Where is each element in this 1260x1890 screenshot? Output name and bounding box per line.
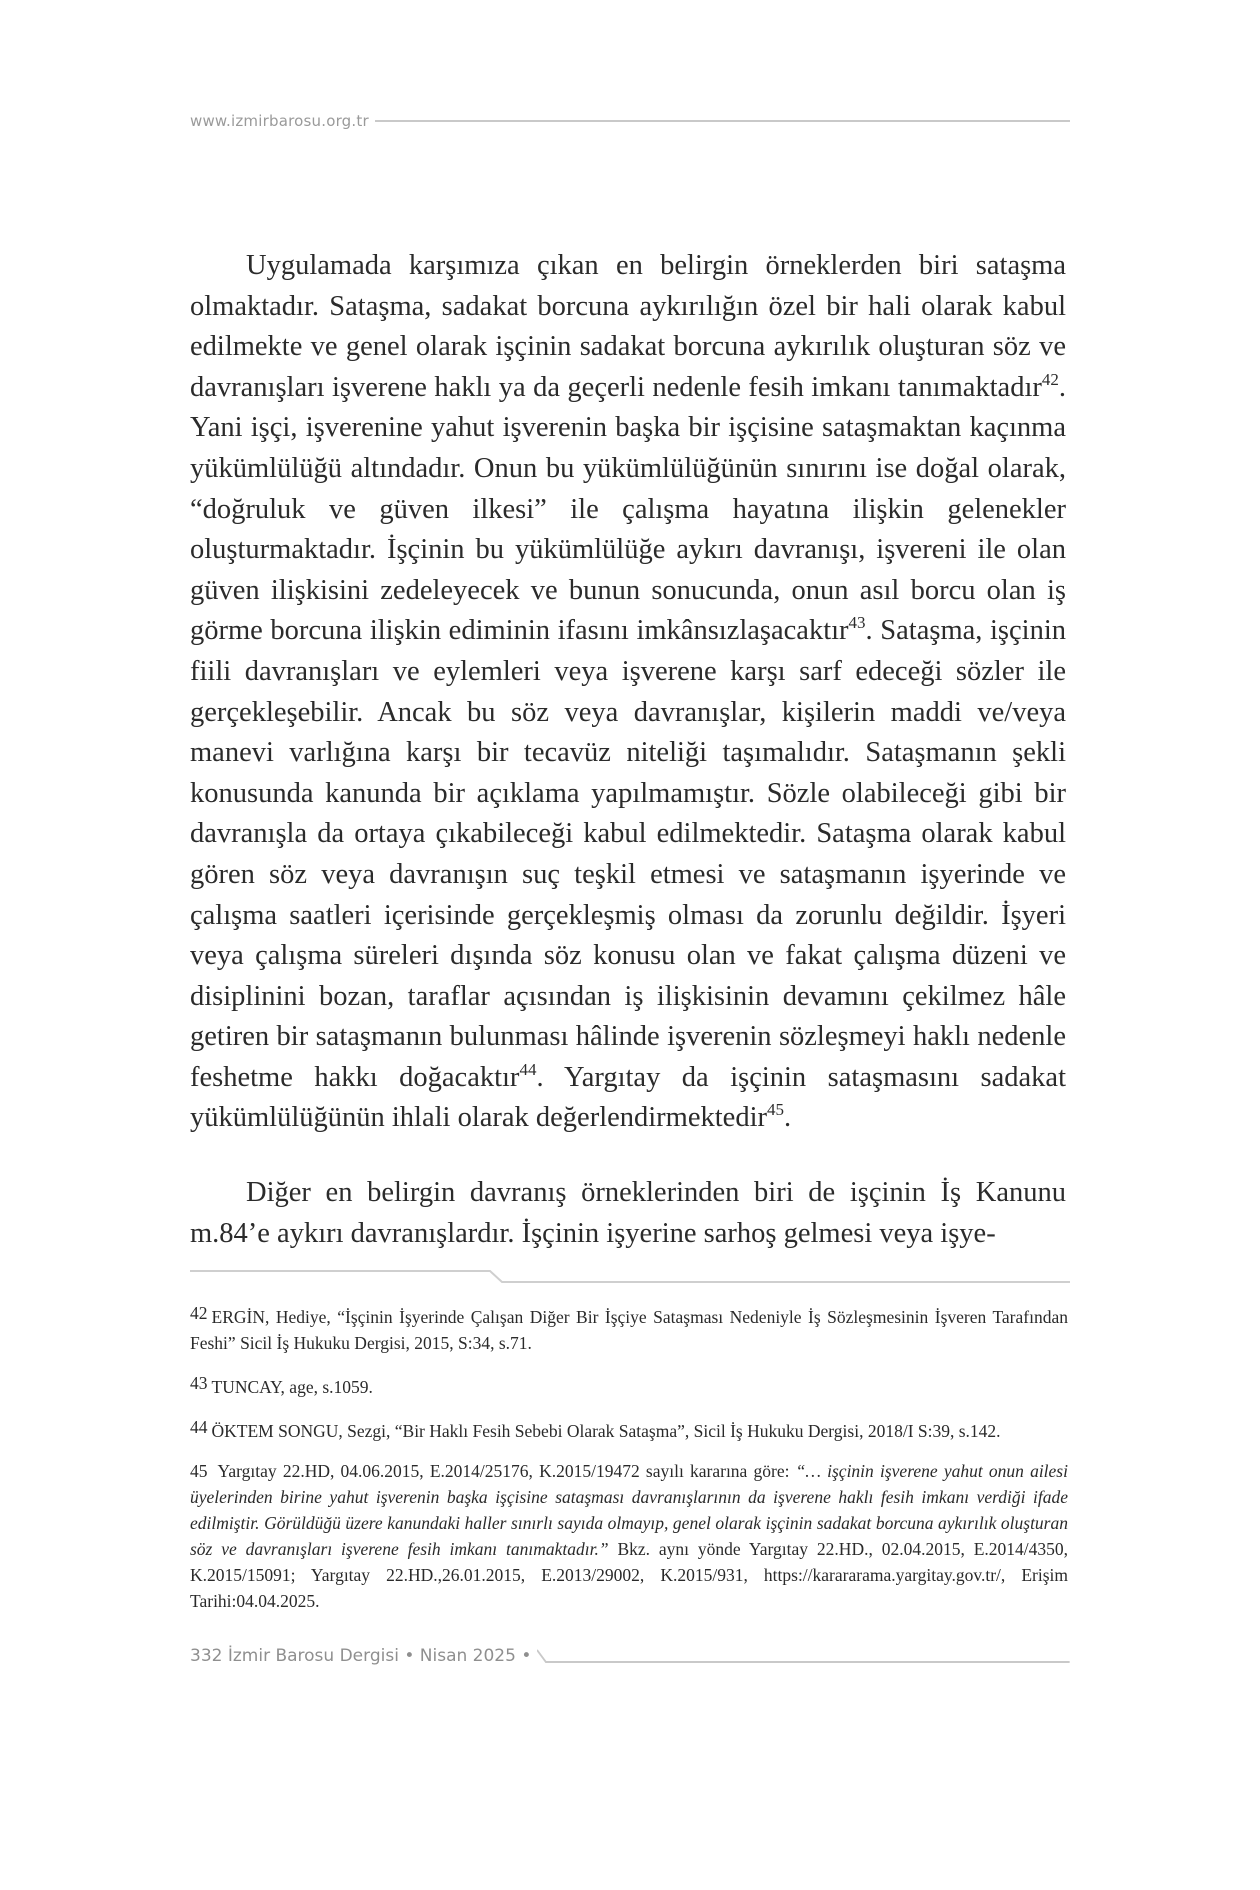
paragraph-text: . Yani işçi, işverenine yahut işverenin başka bir işçisine sataşmaktan kaçınma yükümlülüğü altındadır. Onun bu yükümlülüğünün sınırını ise doğal olarak, “doğruluk ve güven ilkesi” ile çalışma hayatına ilişkin gelenekler oluşturmaktadır. İşçinin bu yükümlülüğe aykırı davranışı, işvereni ile olan güven ilişkisini zedeleyecek ve bunun sonucunda, onun asıl borcu olan iş görme borcuna ilişkin ediminin ifasını imkânsızlaşacaktır: [190, 371, 1066, 647]
paragraph-2: [190, 1173, 1066, 1254]
footnote-text: TUNCAY, age, s.1059.: [211, 1377, 373, 1397]
page-header: [190, 112, 1070, 130]
footnote-reference[interactable]: 45: [766, 1100, 784, 1120]
header-rule: [375, 120, 1070, 122]
footnote-tail: Bkz. aynı yönde Yargıtay 22.HD., 02.04.2015, E.2014/4350, K.2015/15091; Yargıtay 22.HD.,26.01.2015, E.2013/29002, K.2015/931, https://karararama.yargitay.gov.tr/, Erişim Tarihi:04.04.2025.: [190, 1539, 1068, 1611]
paragraph-text: Diğer en belirgin davranış örneklerinden biri de işçinin İş Kanunu m.84’e aykırı davranışlardır. İşçinin işyerine sarhoş gelmesi veya işye-: [190, 1177, 1066, 1249]
footnote-reference[interactable]: 43: [848, 613, 866, 633]
paragraph-text: Uygulamada karşımıza çıkan en belirgin örneklerden biri sataşma olmaktadır. Sataşma, sadakat borcuna aykırılığın özel bir hali olarak kabul edilmekte ve genel olarak işçinin sadakat borcuna aykırılık oluşturan söz ve davranışları işverene haklı ya da geçerli nedenle fesih imkanı tanımaktadır: [190, 250, 1066, 403]
footnote-number: 43: [190, 1373, 208, 1393]
footnote-number: 45: [190, 1461, 208, 1481]
footnote-42: [190, 1300, 1068, 1356]
paragraph-text: . Yargıtay da işçinin sataşmasını sadakat yükümlülüğünün ihlali olarak değerlendirmektedir: [190, 1061, 1067, 1134]
footnote-text: ERGİN, Hediye, “İşçinin İşyerinde Çalışan Diğer Bir İşçiye Sataşması Nedeniyle İş Sözleşmesinin İşveren Tarafından Feshi” Sicil İş Hukuku Dergisi, 2015, S:34, s.71.: [190, 1307, 1068, 1353]
footnote-reference[interactable]: 44: [519, 1059, 537, 1079]
footnote-text: ÖKTEM SONGU, Sezgi, “Bir Haklı Fesih Sebebi Olarak Sataşma”, Sicil İş Hukuku Dergisi, 2018/I S:39, s.142.: [211, 1421, 1001, 1441]
footnote-44: [190, 1414, 1068, 1444]
paragraph-1: [190, 246, 1066, 1139]
footer-rule: [537, 1648, 1070, 1664]
footnote-lead: Yargıtay 22.HD, 04.06.2015, E.2014/25176, K.2015/19472 sayılı kararına göre:: [217, 1461, 796, 1481]
footnote-45: [190, 1458, 1068, 1614]
footer-text: 332 İzmir Barosu Dergisi • Nisan 2025 •: [190, 1646, 532, 1666]
page-footer: [190, 1646, 1070, 1666]
paragraph-text: .: [783, 1102, 792, 1134]
header-url: www.izmirbarosu.org.tr: [190, 112, 369, 130]
footnote-number: 44: [190, 1417, 208, 1437]
footnotes: [190, 1300, 1068, 1628]
footnote-separator: [190, 1270, 1070, 1284]
footnote-43: [190, 1370, 1068, 1400]
paragraph-text: . Sataşma, işçinin fiili davranışları ve eylemleri veya işverene karşı sarf edeceği sözler ile gerçekleşebilir. Ancak bu söz veya davranışlar, kişilerin maddi ve/veya manevi varlığına karşı bir tecavüz niteliği taşımalıdır. Sataşmanın şekli konusunda kanunda bir açıklama yapılmamıştır. Sözle olabileceği gibi bir davranışla da ortaya çıkabileceği kabul edilmektedir. Sataşma olarak kabul gören söz veya davranışın suç teşkil etmesi ve sataşmanın işyerinde ve çalışma saatleri içerisinde gerçekleşmiş olması da zorunlu değildir. İşyeri veya çalışma süreleri dışında söz konusu olan ve fakat çalışma düzeni ve disiplinini bozan, taraflar açısından iş ilişkisinin devamını çekilmez hâle getiren bir sataşmanın bulunması hâlinde işverenin sözleşmeyi haklı nedenle feshetme hakkı doğacaktır: [190, 615, 1066, 1093]
footnote-number: 42: [190, 1303, 208, 1323]
body-text: [190, 246, 1066, 1254]
footnote-reference[interactable]: 42: [1041, 369, 1059, 389]
footnote-quote: “… işçinin işverene yahut onun ailesi üyelerinden birine yahut işverenin başka işçisine sataşması davranışlarının da işverene haklı fesih imkanı verdiği ifade edilmiştir. Görüldüğü üzere kanundaki haller sınırlı sayıda olmayıp, genel olarak işçinin sadakat borcuna aykırılık oluşturan söz ve davranışları işverene fesih imkanı tanımaktadır.”: [190, 1461, 1068, 1559]
